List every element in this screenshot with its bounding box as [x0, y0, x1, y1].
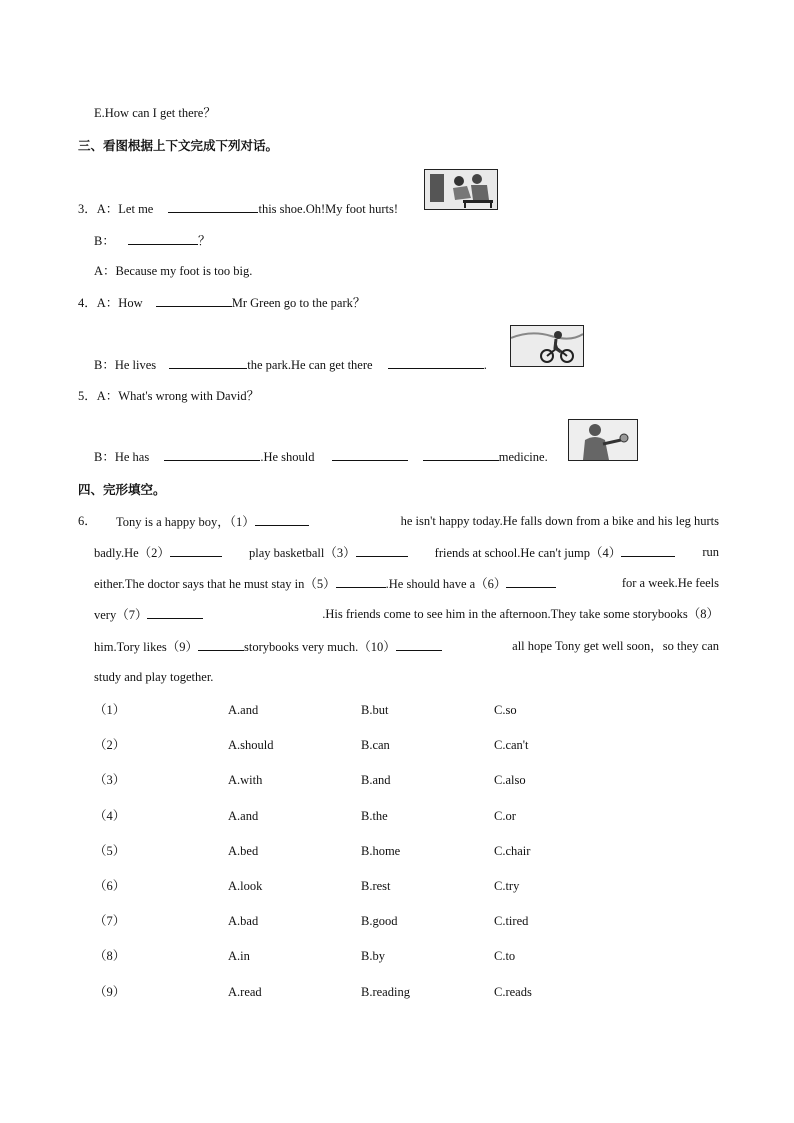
option-number: （5） — [94, 843, 126, 858]
passage-l2-b: play basketball（3） — [249, 546, 356, 560]
passage-l1-start: Tony is a happy boy，（1） — [116, 515, 255, 529]
q3-number: 3． — [78, 202, 97, 216]
q4-b-label: B：He lives — [94, 358, 157, 372]
q5-blank-2[interactable] — [332, 448, 408, 461]
passage-l3-a: either.The doctor says that he must stay in（5） — [94, 577, 336, 591]
passage-line-3 — [94, 575, 719, 592]
q3-a-after: this shoe.Oh!My foot hurts! — [258, 202, 399, 216]
option-number: （9） — [94, 984, 126, 999]
option-number: （3） — [94, 773, 126, 788]
bike-picture — [510, 325, 584, 367]
option-number: （2） — [94, 738, 126, 753]
q4-b-mid: the park.He can get there — [247, 358, 373, 372]
option-b[interactable]: B.and — [361, 773, 391, 788]
option-a[interactable]: A.should — [228, 738, 274, 753]
section3-heading: 三、看图根据上下文完成下列对话。 — [78, 138, 279, 153]
passage-l2-c: friends at school.He can't jump（4） — [434, 546, 622, 560]
q5-line-b — [94, 448, 548, 465]
option-number: （1） — [94, 703, 126, 717]
option-number: （8） — [94, 949, 126, 964]
option-a[interactable]: A.bad — [228, 914, 259, 929]
q5-line-a — [78, 388, 259, 404]
passage-l5-b: storybooks very much.（10） — [243, 640, 396, 654]
q5-b-end: medicine. — [498, 450, 548, 464]
q4-a-after: Mr Green go to the park？ — [231, 296, 366, 310]
option-c[interactable]: C.to — [494, 949, 516, 964]
blank-7[interactable] — [147, 606, 203, 619]
option-b[interactable]: B.by — [361, 949, 385, 964]
q6-number: 6． — [78, 514, 97, 528]
passage-line-4 — [94, 606, 719, 623]
sick-picture — [568, 419, 638, 461]
q5-number: 5． — [78, 389, 97, 403]
option-b[interactable]: B.home — [361, 843, 401, 858]
passage-line-1 — [116, 513, 719, 530]
passage-line-2 — [94, 544, 719, 561]
option-a[interactable]: A.bed — [228, 843, 259, 858]
q4-blank-1[interactable] — [156, 294, 232, 307]
option-c[interactable]: C.reads — [494, 984, 532, 999]
option-c[interactable]: C.tired — [494, 914, 529, 929]
option-c[interactable]: C.try — [494, 879, 520, 893]
option-number: （7） — [94, 914, 126, 929]
blank-4[interactable] — [621, 544, 675, 557]
blank-10[interactable] — [396, 638, 442, 651]
option-number: （6） — [94, 879, 126, 893]
q4-b-end: . — [483, 358, 487, 372]
option-a[interactable]: A.and — [228, 703, 259, 717]
q3-blank-1[interactable] — [168, 200, 258, 213]
option-b[interactable]: B.can — [361, 738, 390, 753]
option-a[interactable]: A.and — [228, 808, 259, 823]
q3-line-a — [78, 200, 398, 217]
option-b[interactable]: B.but — [361, 703, 389, 717]
q3-b-after: ？ — [197, 234, 211, 248]
q3-a-label: A：Let me — [96, 202, 154, 216]
option-b[interactable]: B.the — [361, 808, 388, 823]
passage-l2-a: badly.He（2） — [94, 546, 170, 560]
passage-l5-a: him.Tory likes（9） — [94, 640, 198, 654]
q4-blank-3[interactable] — [388, 356, 484, 369]
q3-b-label: B： — [94, 234, 115, 248]
q4-blank-2[interactable] — [169, 356, 247, 369]
blank-1[interactable] — [255, 513, 309, 526]
passage-l4-a: very（7） — [94, 608, 148, 622]
bike-illustration — [511, 326, 583, 366]
q5-a: A：What's wrong with David？ — [96, 389, 260, 403]
passage-l3-c: for a week.He feels — [621, 576, 719, 590]
q3-line-b — [94, 232, 210, 249]
passage-l1-end: he isn't happy today.He falls down from a bike and his leg hurts — [400, 514, 719, 528]
shoe-shop-illustration — [425, 170, 497, 209]
q4-a-label: A：How — [96, 296, 143, 310]
option-c[interactable]: C.chair — [494, 843, 531, 858]
blank-5[interactable] — [336, 575, 386, 588]
option-number: （4） — [94, 808, 126, 823]
shoe-picture — [424, 169, 498, 210]
q3-blank-2[interactable] — [128, 232, 198, 245]
q5-b-mid: .He should — [260, 450, 315, 464]
blank-6[interactable] — [506, 575, 556, 588]
option-a[interactable]: A.in — [228, 949, 250, 964]
passage-line-6: study and play together. — [94, 670, 214, 684]
option-a[interactable]: A.look — [228, 879, 263, 893]
option-c[interactable]: C.so — [494, 703, 517, 717]
option-b[interactable]: B.good — [361, 914, 398, 929]
passage-l2-d: run — [702, 545, 719, 559]
section4-heading: 四、完形填空。 — [78, 482, 166, 497]
option-b[interactable]: B.reading — [361, 984, 410, 999]
option-b[interactable]: B.rest — [361, 879, 391, 893]
option-c[interactable]: C.can't — [494, 738, 529, 753]
q5-blank-1[interactable] — [164, 448, 260, 461]
option-e: E.How can I get there？ — [94, 106, 216, 120]
option-a[interactable]: A.with — [228, 773, 263, 788]
blank-9[interactable] — [198, 638, 244, 651]
passage-line-5 — [94, 638, 719, 655]
passage-l4-b: .His friends come to see him in the afternoon.They take some storybooks（8） — [322, 607, 719, 621]
blank-2[interactable] — [170, 544, 222, 557]
option-c[interactable]: C.or — [494, 808, 516, 823]
q4-number: 4． — [78, 296, 97, 310]
q5-b-label: B：He has — [94, 450, 150, 464]
q5-blank-3[interactable] — [423, 448, 499, 461]
blank-3[interactable] — [356, 544, 408, 557]
option-c[interactable]: C.also — [494, 773, 526, 788]
q4-line-a — [78, 294, 365, 311]
option-a[interactable]: A.read — [228, 984, 262, 999]
sick-boy-illustration — [569, 420, 637, 460]
passage-l3-b: .He should have a（6） — [385, 577, 507, 591]
q4-line-b — [94, 356, 487, 373]
q3-line-a2: A：Because my foot is too big. — [94, 264, 253, 278]
passage-l5-c: all hope Tony get well soon，so they can — [512, 639, 719, 653]
